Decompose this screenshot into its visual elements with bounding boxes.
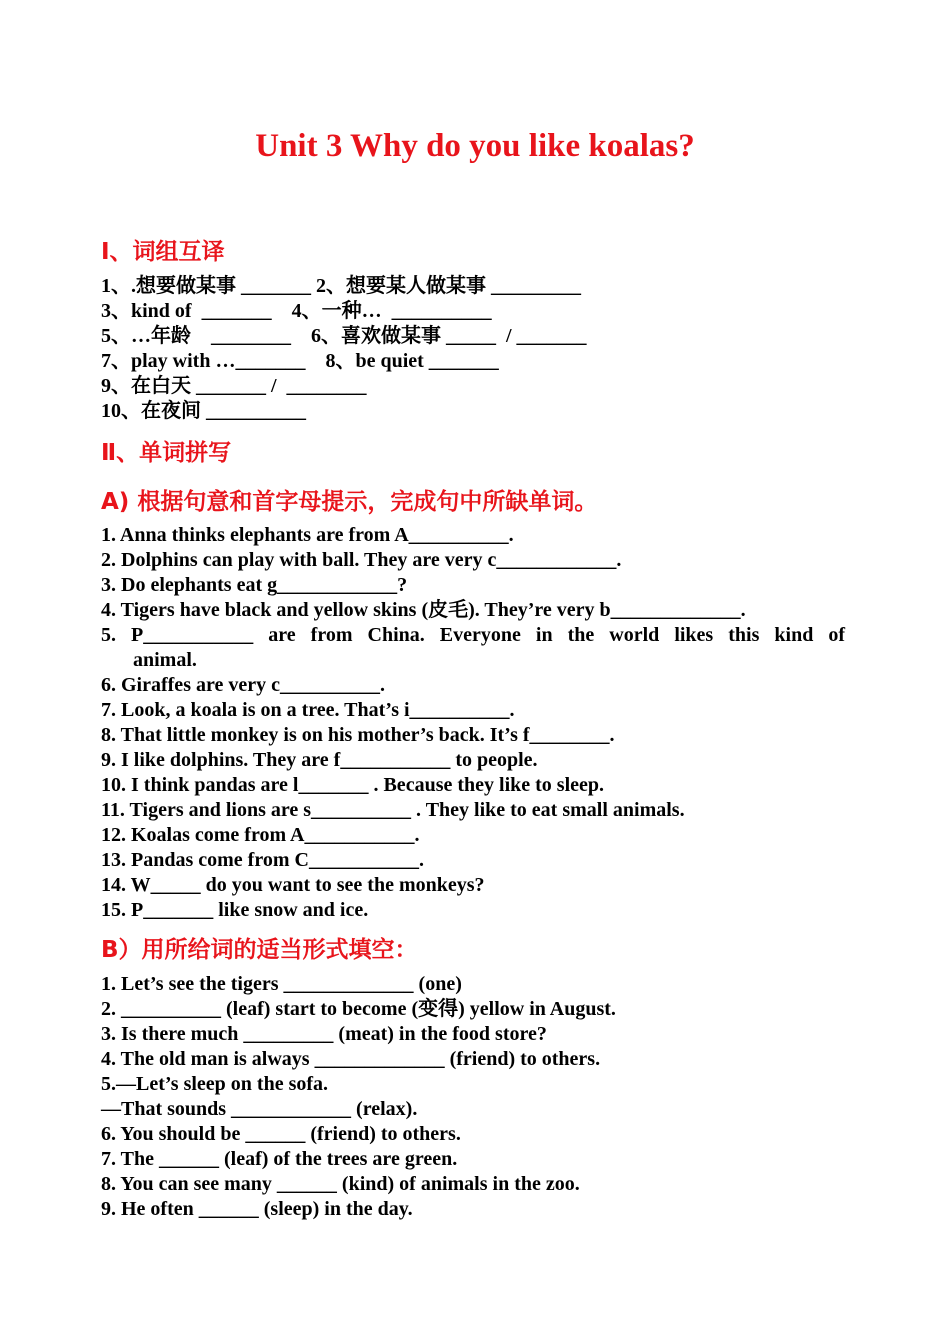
- partB-heading: B）用所给词的适当形式填空：: [101, 937, 418, 963]
- question-item: —That sounds ____________ (relax).: [101, 1098, 418, 1120]
- question-item: 15. P_______ like snow and ice.: [101, 899, 369, 921]
- question-item: 6. Giraffes are very c__________.: [101, 674, 385, 696]
- phrase-line: 7、play with …_______ 8、be quiet _______: [101, 350, 499, 372]
- question-item: 8. You can see many ______ (kind) of animals in the zoo.: [101, 1173, 580, 1195]
- question-item: 11. Tigers and lions are s__________ . They like to eat small animals.: [101, 799, 685, 821]
- question-item: 10. I think pandas are l_______ . Because they like to sleep.: [101, 774, 604, 796]
- question-item: 3. Do elephants eat g____________?: [101, 574, 408, 596]
- question-item: 14. W_____ do you want to see the monkeys?: [101, 874, 485, 896]
- page-title: Unit 3 Why do you like koalas?: [255, 128, 695, 164]
- question-item: 1. Let’s see the tigers _____________ (one): [101, 973, 462, 995]
- question-item: 5.—Let’s sleep on the sofa.: [101, 1073, 329, 1095]
- question-item: 7. Look, a koala is on a tree. That’s i__________.: [101, 699, 515, 721]
- partA-heading: A) 根据句意和首字母提示，完成句中所缺单词。: [101, 489, 598, 515]
- phrase-line: 3、kind of _______ 4、一种… __________: [101, 300, 492, 322]
- question-item-continuation: animal.: [133, 649, 197, 671]
- question-item: 4. Tigers have black and yellow skins (皮毛). They’re very b_____________.: [101, 599, 746, 621]
- phrase-line: 5、…年龄 ________ 6、喜欢做某事 _____ / _______: [101, 325, 587, 347]
- question-item: 5. P___________ are from China. Everyone in the world likes this kind of: [101, 624, 845, 646]
- question-item: 8. That little monkey is on his mother’s back. It’s f________.: [101, 724, 615, 746]
- question-item: 9. I like dolphins. They are f___________ to people.: [101, 749, 538, 771]
- phrase-line: 1、.想要做某事 _______ 2、想要某人做某事 _________: [101, 275, 581, 297]
- question-item: 13. Pandas come from C___________.: [101, 849, 424, 871]
- section1-heading: Ⅰ、词组互译: [101, 239, 225, 265]
- question-item: 9. He often ______ (sleep) in the day.: [101, 1198, 413, 1220]
- phrase-line: 9、在白天 _______ / ________: [101, 375, 367, 397]
- question-item: 2. __________ (leaf) start to become (变得) yellow in August.: [101, 998, 616, 1020]
- phrase-line: 10、在夜间 __________: [101, 400, 306, 422]
- question-item: 4. The old man is always _____________ (friend) to others.: [101, 1048, 601, 1070]
- question-item: 2. Dolphins can play with ball. They are very c____________.: [101, 549, 622, 571]
- section2-heading: Ⅱ、单词拼写: [101, 440, 232, 466]
- question-item: 7. The ______ (leaf) of the trees are green.: [101, 1148, 458, 1170]
- question-item: 6. You should be ______ (friend) to others.: [101, 1123, 461, 1145]
- question-item: 1. Anna thinks elephants are from A__________.: [101, 524, 514, 546]
- question-item: 3. Is there much _________ (meat) in the food store?: [101, 1023, 547, 1045]
- question-item: 12. Koalas come from A___________.: [101, 824, 420, 846]
